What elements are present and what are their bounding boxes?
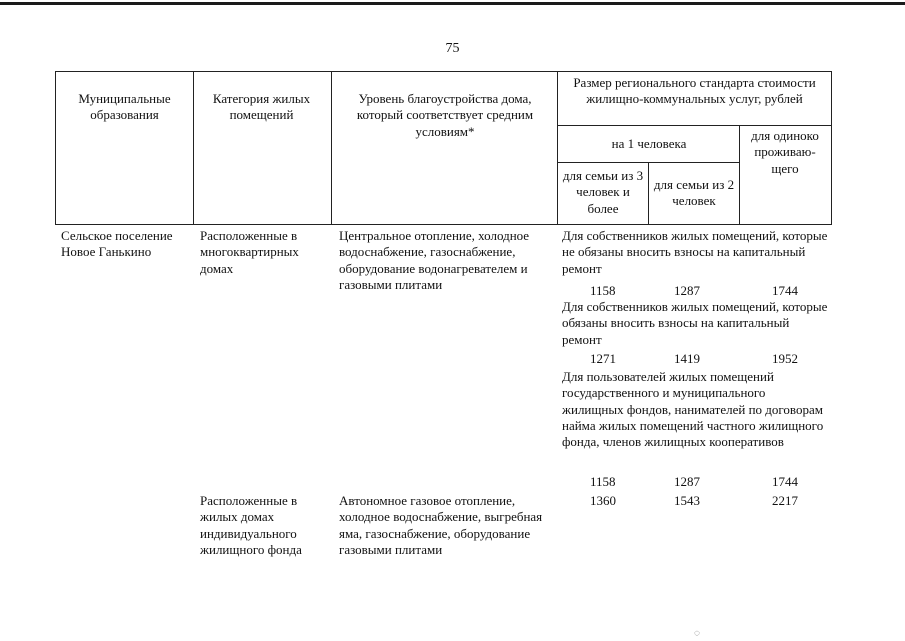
header-single: для одиноко проживаю-щего <box>751 128 819 176</box>
group3-value-single: 1744 <box>772 474 798 489</box>
header-improvement: Уровень благоустройства дома, который соответствует средним условиям* <box>356 91 534 139</box>
header-divider-1 <box>193 71 194 224</box>
row2-value-family2: 1543 <box>674 493 700 508</box>
header-divider-5 <box>648 162 649 224</box>
group2-value-family3: 1271 <box>590 351 616 366</box>
group2-value-single: 1952 <box>772 351 798 366</box>
header-divider-2 <box>331 71 332 224</box>
header-top-line <box>55 71 832 72</box>
row2-value-family3: 1360 <box>590 493 616 508</box>
row1-improvement: Центральное отопление, холодное водоснабжение, газоснабжение, оборудование водонагревателем и газовыми плитами <box>339 228 530 292</box>
row2-category: Расположенные в жилых домах индивидуального жилищного фонда <box>200 493 302 557</box>
row2-improvement: Автономное газовое отопление, холодное водоснабжение, выгребная яма, газоснабжение, оборудование газовыми плитами <box>339 493 543 557</box>
header-municipality: Муниципальные образования <box>78 91 171 123</box>
group2-label: Для собственников жилых помещений, которые обязаны вносить взносы на капитальный ремонт <box>562 299 828 347</box>
group2-value-family2: 1419 <box>674 351 700 366</box>
page-number: 75 <box>445 41 460 56</box>
group3-value-family2: 1287 <box>674 474 700 489</box>
header-family2: для семьи из 2 человек <box>653 177 735 209</box>
group1-label: Для собственников жилых помещений, которые не обязаны вносить взносы на капитальный ремонт <box>562 228 828 276</box>
group1-value-family3: 1158 <box>590 283 616 298</box>
group1-values <box>562 283 810 299</box>
group1-value-single: 1744 <box>772 283 798 298</box>
scan-mark: ◌ <box>694 628 700 639</box>
group1-value-family2: 1287 <box>674 283 700 298</box>
header-left-border <box>55 71 56 224</box>
header-subline-1 <box>557 125 832 126</box>
header-bottom-line <box>55 224 832 225</box>
row2-value-single: 2217 <box>772 493 798 508</box>
group3-label: Для пользователей жилых помещений государственного и муниципального жилищных фондов, нанимателей по договорам найма жилых помещений частного жилищного фонда, членов жилищных кооперативов <box>562 369 824 449</box>
group2-values <box>562 351 810 367</box>
header-divider-3 <box>557 71 558 224</box>
top-rule <box>0 2 905 5</box>
header-divider-4 <box>739 125 740 224</box>
municipality-name: Сельское поселение Новое Ганькино <box>61 228 173 260</box>
header-family3: для семьи из 3 человек и более <box>562 168 644 216</box>
row1-category: Расположенные в многоквартирных домах <box>200 228 299 276</box>
group3-values <box>562 474 810 490</box>
header-standard: Размер регионального стандарта стоимости жилищно-коммунальных услуг, рублей <box>573 75 816 107</box>
header-right-border <box>831 71 832 224</box>
header-per-person: на 1 человека <box>611 136 687 151</box>
group3-value-family3: 1158 <box>590 474 616 489</box>
header-category: Категория жилых помещений <box>212 91 311 123</box>
row2-values <box>562 493 810 509</box>
